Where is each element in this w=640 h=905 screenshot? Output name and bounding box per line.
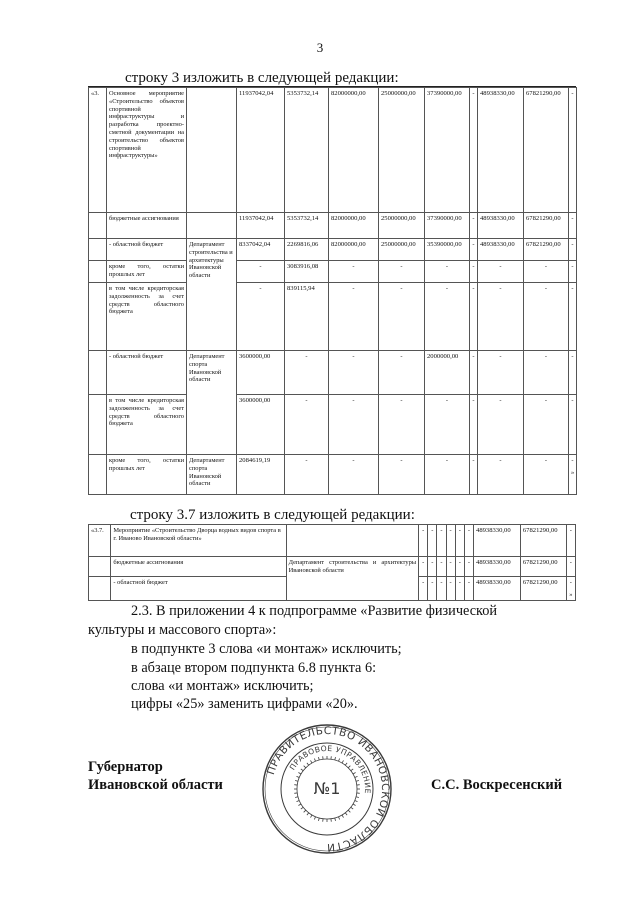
value-cell: 48938330,00 <box>474 577 521 601</box>
value-cell <box>285 261 329 283</box>
value-cell <box>569 351 577 395</box>
table-row <box>89 213 577 239</box>
official-seal-icon <box>260 722 394 856</box>
value-cell <box>478 239 524 261</box>
value-text: - <box>472 285 475 292</box>
value-cell <box>524 213 569 239</box>
value-text: - <box>352 353 355 360</box>
value-cell: - <box>455 577 464 601</box>
value-cell <box>285 239 329 261</box>
value-text: - <box>400 285 403 292</box>
executor-cell: Департамент строительства и архитектуры Ивановской области <box>187 239 237 351</box>
value-cell <box>470 455 478 495</box>
closing-quote: » <box>571 468 575 476</box>
value-cell: - <box>437 577 446 601</box>
value-cell <box>285 283 329 351</box>
value-text: - <box>445 457 449 464</box>
value-text: - <box>472 397 475 404</box>
value-cell <box>425 455 470 495</box>
value-text: 25000000,00 <box>381 90 416 97</box>
value-cell <box>569 395 577 455</box>
value-cell: - <box>419 525 428 557</box>
value-cell <box>524 239 569 261</box>
value-cell <box>237 351 285 395</box>
value-cell: - <box>464 525 473 557</box>
value-text: 48938330,00 <box>480 215 515 222</box>
value-text: - <box>571 90 574 97</box>
value-text: - <box>571 263 574 270</box>
table-row <box>89 395 577 455</box>
table-row <box>89 557 576 577</box>
value-cell <box>329 283 379 351</box>
seal-outer-text: ПРАВИТЕЛЬСТВО ИВАНОВСКОЙ ОБЛАСТИ <box>265 724 392 854</box>
value-text: 3083916,08 <box>287 263 319 270</box>
seal-inner-text: ПРАВОВОЕ УПРАВЛЕНИЕ <box>287 743 373 795</box>
value-text: 11937042,04 <box>239 90 274 97</box>
value-cell <box>379 213 425 239</box>
value-text: - <box>571 353 574 360</box>
row-number-cell <box>89 351 107 395</box>
paragraph-2-3-line2: культуры и массового спорта»: <box>88 622 277 638</box>
value-cell <box>524 88 569 213</box>
value-text: - <box>571 397 574 404</box>
value-text: - <box>544 353 548 360</box>
item-name-cell: в том числе кредиторская задолженность за счет средств областного бюджета <box>107 395 187 455</box>
value-cell <box>524 455 569 495</box>
value-cell <box>478 395 524 455</box>
value-cell <box>379 239 425 261</box>
value-text: - <box>352 457 355 464</box>
value-cell: - <box>455 525 464 557</box>
row-number-cell <box>89 557 111 577</box>
value-cell <box>569 239 577 261</box>
value-text: - <box>445 263 449 270</box>
value-text: - <box>305 353 308 360</box>
value-text: 2269816,06 <box>287 241 319 248</box>
item-name-cell: кроме того, остатки прошлых лет <box>107 261 187 283</box>
value-text: - <box>544 263 548 270</box>
value-text: 5353732,14 <box>287 215 319 222</box>
value-cell: - <box>446 557 455 577</box>
value-text: 67821290,00 <box>526 90 561 97</box>
value-text: - <box>544 397 548 404</box>
row-number-cell <box>89 213 107 239</box>
value-text: - <box>352 285 355 292</box>
value-text: 2000000,00 <box>427 353 459 360</box>
value-cell <box>329 239 379 261</box>
value-cell <box>329 213 379 239</box>
item-name-cell: бюджетные ассигнования <box>111 557 286 577</box>
value-text: - <box>571 285 574 292</box>
table-row <box>89 283 577 351</box>
value-cell: 67821290,00 <box>520 525 566 557</box>
row-number-cell <box>89 395 107 455</box>
value-text: 25000000,00 <box>381 241 416 248</box>
value-cell: - <box>419 577 428 601</box>
value-cell: - <box>464 577 473 601</box>
table-row <box>89 261 577 283</box>
value-text: 25000000,00 <box>381 215 416 222</box>
value-text: - <box>400 397 403 404</box>
item-name-cell: - областной бюджет <box>107 239 187 261</box>
value-cell: 48938330,00 <box>474 557 521 577</box>
value-cell <box>425 88 470 213</box>
value-cell <box>524 395 569 455</box>
value-text: 67821290,00 <box>526 241 561 248</box>
value-text: - <box>400 353 403 360</box>
value-cell <box>329 261 379 283</box>
value-cell: - <box>464 557 473 577</box>
value-cell: - <box>446 525 455 557</box>
value-cell <box>237 283 285 351</box>
heading-row-3-7: строку 3.7 изложить в следующей редакции: <box>130 507 415 523</box>
value-cell: 48938330,00 <box>474 525 521 557</box>
row-number-cell <box>89 455 107 495</box>
value-cell <box>379 395 425 455</box>
heading-row-3: строку 3 изложить в следующей редакции: <box>125 70 399 86</box>
value-cell <box>379 283 425 351</box>
closing-quote: » <box>569 590 573 598</box>
value-cell <box>285 395 329 455</box>
value-cell: - <box>428 577 437 601</box>
value-text: - <box>569 527 572 534</box>
value-cell <box>425 239 470 261</box>
value-cell <box>524 261 569 283</box>
value-text: - <box>499 263 502 270</box>
value-text: - <box>499 285 502 292</box>
instruction-line-1: в подпункте 3 слова «и монтаж» исключить; <box>131 641 402 657</box>
value-cell <box>285 455 329 495</box>
value-text: - <box>499 457 502 464</box>
item-name-cell: - областной бюджет <box>111 577 286 601</box>
value-cell <box>470 395 478 455</box>
value-text: - <box>569 579 572 586</box>
value-text: 48938330,00 <box>480 90 515 97</box>
item-name-cell: Основное мероприятие «Строительство объектов спортивной инфраструктуры и разработка проектно-сметной документации на строительство объектов спортивной инфраструктуры» <box>107 88 187 213</box>
value-text: - <box>259 263 262 270</box>
value-cell <box>329 455 379 495</box>
value-text: - <box>352 397 355 404</box>
value-cell <box>237 395 285 455</box>
value-text: - <box>445 285 449 292</box>
value-text: - <box>400 263 403 270</box>
value-text: - <box>352 263 355 270</box>
value-cell <box>569 283 577 351</box>
value-cell <box>379 88 425 213</box>
row-number-cell <box>89 577 111 601</box>
table-row <box>89 351 577 395</box>
executor-cell: Департамент строительства и архитектуры Ивановской области <box>286 557 418 601</box>
value-cell <box>425 283 470 351</box>
value-cell: - <box>437 557 446 577</box>
value-cell <box>478 455 524 495</box>
value-text: - <box>499 397 502 404</box>
value-cell <box>237 239 285 261</box>
value-cell <box>478 88 524 213</box>
row-number-cell: «3. <box>89 88 107 213</box>
value-cell <box>425 395 470 455</box>
value-cell <box>285 351 329 395</box>
paragraph-2-3-line1: 2.3. В приложении 4 к подпрограмме «Развитие физической <box>131 603 498 619</box>
value-cell <box>425 261 470 283</box>
value-cell <box>478 213 524 239</box>
row-number-cell <box>89 283 107 351</box>
value-text: 839115,94 <box>287 285 315 292</box>
value-cell: 67821290,00 <box>520 577 566 601</box>
signature-title-line2: Ивановской области <box>88 777 223 793</box>
value-cell <box>329 351 379 395</box>
value-cell <box>237 455 285 495</box>
value-cell <box>478 351 524 395</box>
value-text: - <box>571 215 574 222</box>
executor-cell: Департамент спорта Ивановской области <box>187 455 237 495</box>
value-cell <box>478 261 524 283</box>
value-cell <box>329 88 379 213</box>
budget-table-row-3-7 <box>88 524 576 601</box>
value-text: - <box>259 285 262 292</box>
value-cell <box>329 395 379 455</box>
value-text: 67821290,00 <box>526 215 561 222</box>
value-cell <box>425 213 470 239</box>
seal-center-text: №1 <box>313 779 341 798</box>
row-number-cell <box>89 239 107 261</box>
item-name-cell: - областной бюджет <box>107 351 187 395</box>
value-text: - <box>400 457 403 464</box>
value-text: - <box>472 457 475 464</box>
value-cell: - <box>455 557 464 577</box>
value-text: 35390000,00 <box>427 241 462 248</box>
value-cell <box>379 455 425 495</box>
value-text: 3600000,00 <box>239 353 271 360</box>
value-text: - <box>569 559 572 566</box>
value-cell <box>470 239 478 261</box>
value-text: - <box>445 397 449 404</box>
value-cell <box>478 283 524 351</box>
value-cell <box>566 557 575 577</box>
value-text: 48938330,00 <box>480 241 515 248</box>
value-cell <box>470 213 478 239</box>
value-cell: 67821290,00 <box>520 557 566 577</box>
value-text: - <box>544 457 548 464</box>
item-name-cell: в том числе кредиторская задолженность за счет средств областного бюджета <box>107 283 187 351</box>
instruction-line-3: слова «и монтаж» исключить; <box>131 678 314 694</box>
value-cell: - <box>428 557 437 577</box>
value-cell <box>285 213 329 239</box>
item-name-cell: Мероприятие «Строительство Дворца водных видов спорта в г. Иваново Ивановской области» <box>111 525 286 557</box>
table-row <box>89 88 577 213</box>
value-cell <box>524 283 569 351</box>
value-cell: - <box>419 557 428 577</box>
value-cell <box>566 577 575 601</box>
value-text: 37390000,00 <box>427 215 462 222</box>
value-cell <box>237 88 285 213</box>
value-text: - <box>571 457 574 464</box>
value-cell <box>237 213 285 239</box>
value-cell <box>470 261 478 283</box>
value-text: - <box>305 457 308 464</box>
value-cell: - <box>437 525 446 557</box>
value-text: 37390000,00 <box>427 90 462 97</box>
value-cell: - <box>428 525 437 557</box>
value-text: 8337042,04 <box>239 241 271 248</box>
value-cell <box>285 88 329 213</box>
value-text: - <box>472 263 475 270</box>
value-cell <box>566 525 575 557</box>
value-cell <box>379 351 425 395</box>
budget-table-row-3 <box>88 87 577 495</box>
value-text: - <box>571 241 574 248</box>
value-cell <box>237 261 285 283</box>
row-number-cell: «3.7. <box>89 525 111 557</box>
value-cell <box>524 351 569 395</box>
value-text: 82000000,00 <box>331 90 366 97</box>
item-name-cell: бюджетные ассигнования <box>107 213 187 239</box>
page-number: 3 <box>316 40 324 55</box>
value-text: 2084619,19 <box>239 457 271 464</box>
executor-cell: Департамент спорта Ивановской области <box>187 351 237 455</box>
signature-name: С.С. Воскресенский <box>431 777 563 793</box>
value-text: - <box>499 353 502 360</box>
value-cell <box>379 261 425 283</box>
table-row <box>89 455 577 495</box>
value-cell <box>569 88 577 213</box>
value-text: 11937042,04 <box>239 215 274 222</box>
executor-cell <box>187 213 237 239</box>
value-text: - <box>305 397 308 404</box>
table-row <box>89 525 576 557</box>
value-text: - <box>544 285 548 292</box>
signature-title-line1: Губернатор <box>88 759 163 775</box>
row-number-cell <box>89 261 107 283</box>
value-text: - <box>472 241 475 248</box>
value-text: - <box>472 90 475 97</box>
value-cell <box>470 88 478 213</box>
value-cell <box>569 213 577 239</box>
executor-cell <box>187 88 237 213</box>
item-name-cell: кроме того, остатки прошлых лет <box>107 455 187 495</box>
value-text: 5353732,14 <box>287 90 319 97</box>
instruction-line-2: в абзаце втором подпункта 6.8 пункта 6: <box>131 660 377 676</box>
value-cell <box>425 351 470 395</box>
value-text: 3600000,00 <box>239 397 271 404</box>
table-row <box>89 239 577 261</box>
value-cell <box>470 351 478 395</box>
value-text: 82000000,00 <box>331 215 366 222</box>
value-text: 82000000,00 <box>331 241 366 248</box>
value-cell: - <box>446 577 455 601</box>
value-text: - <box>472 353 475 360</box>
value-text: - <box>472 215 475 222</box>
value-cell <box>470 283 478 351</box>
instruction-line-4: цифры «25» заменить цифрами «20». <box>131 696 358 712</box>
executor-cell <box>286 525 418 557</box>
value-cell <box>569 261 577 283</box>
value-cell <box>569 455 577 495</box>
